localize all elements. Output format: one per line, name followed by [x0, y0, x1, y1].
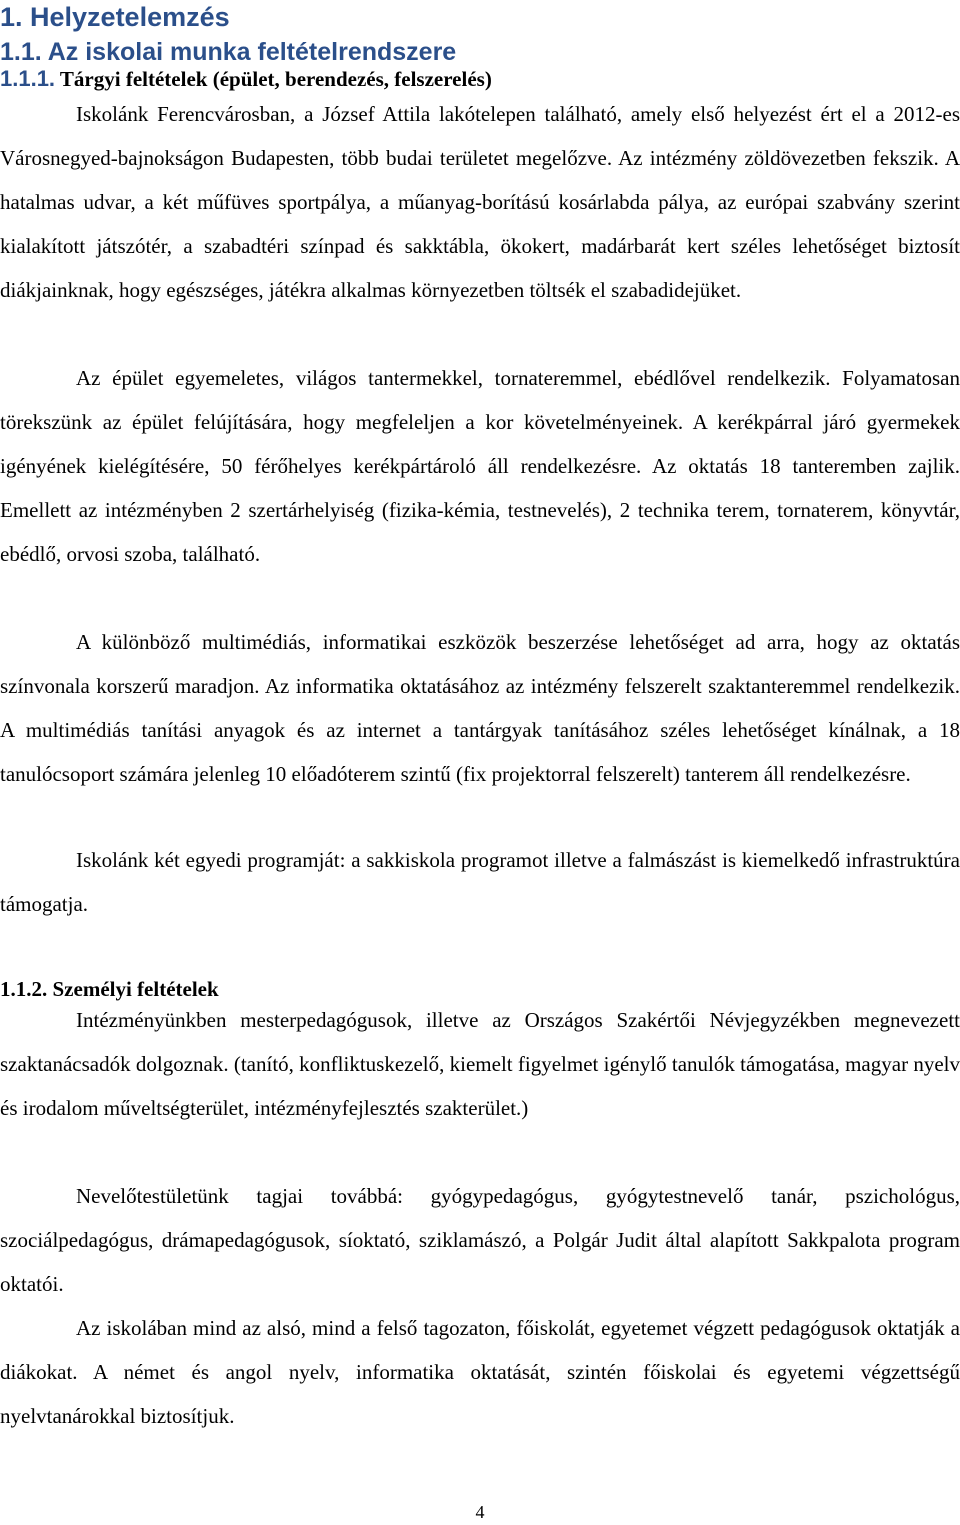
heading-level-1: 1. Helyzetelemzés [0, 2, 230, 32]
paragraph-multimedia: A különböző multimédiás, informatikai eszközök beszerzése lehetőséget ad arra, hogy az oktatás színvonala korszerű maradjon. Az informatika oktatásához az intézmény felszerelt szaktanteremmel rendelkezik. A multimédiás tanítási anyagok és az internet a tantárgyak tanításához széles lehetőséget kínálnak, a 18 tanulócsoport számára jelenleg 10 előadóterem szintű (fix projektorral felszerelt) tanterem áll rendelkezésre. [0, 630, 960, 786]
paragraph-programs: Iskolánk két egyedi programját: a sakkiskola programot illetve a falmászást is kiemelkedő infrastruktúra támogatja. [0, 848, 960, 916]
paragraph-site-description: Iskolánk Ferencvárosban, a József Attila lakótelepen található, amely első helyezést ért el a 2012-es Városnegyed-bajnokságon Budapesten, több budai területet megelőzve. Az intézmény zöldövezetben fekszik. A hatalmas udvar, a két műfüves sportpálya, a műanyag-borítású kosárlabda pálya, az európai szabvány szerint kialakított játszótér, a szabadtéri színpad és sakktábla, ökokert, madárbarát kert széles lehetőséget biztosít diákjainknak, hogy egészséges, játékra alkalmas környezetben töltsék el szabadidejüket. [0, 102, 960, 302]
page-number: 4 [475, 1502, 485, 1522]
heading-personnel: 1.1.2. Személyi feltételek [0, 977, 219, 1001]
paragraph-building: Az épület egyemeletes, világos tantermekkel, tornateremmel, ebédlővel rendelkezik. Folyamatosan törekszünk az épület felújítására, hogy megfeleljen a kor követelményeinek. A kerékpárral járó gyermekek igényének kielégítésére, 50 férőhelyes kerékpártároló áll rendelkezésre. Az oktatás 18 tanteremben zajlik. Emellett az intézményben 2 szertárhelyiség (fizika-kémia, testnevelés), 2 technika terem, tornaterem, könyvtár, ebédlő, orvosi szoba, található. [0, 366, 960, 566]
paragraph-staff: Nevelőtestületünk tagjai továbbá: gyógypedagógus, gyógytestnevelő tanár, pszichológus, szociálpedagógus, drámapedagógusok, síoktató, sziklamászó, a Polgár Judit által alapított Sakkpalota program oktatói. [0, 1184, 960, 1296]
heading-title: Tárgyi feltételek (épület, berendezés, felszerelés) [59, 67, 492, 91]
heading-level-3 [0, 65, 492, 93]
heading-number: 1.1.1. [0, 66, 56, 91]
heading-level-2: 1.1. Az iskolai munka feltételrendszere [0, 38, 457, 66]
paragraph-teachers: Az iskolában mind az alsó, mind a felső tagozaton, főiskolát, egyetemet végzett pedagógusok oktatják a diákokat. A német és angol nyelv, informatika oktatását, szintén főiskolai és egyetemi végzettségű nyelvtanárokkal biztosítjuk. [0, 1316, 960, 1428]
paragraph-personnel: Intézményünkben mesterpedagógusok, illetve az Országos Szakértői Névjegyzékben megnevezett szaktanácsadók dolgoznak. (tanító, konfliktuskezelő, kiemelt figyelmet igénylő tanulók támogatása, magyar nyelv és irodalom műveltségterület, intézményfejlesztés szakterület.) [0, 1008, 960, 1120]
